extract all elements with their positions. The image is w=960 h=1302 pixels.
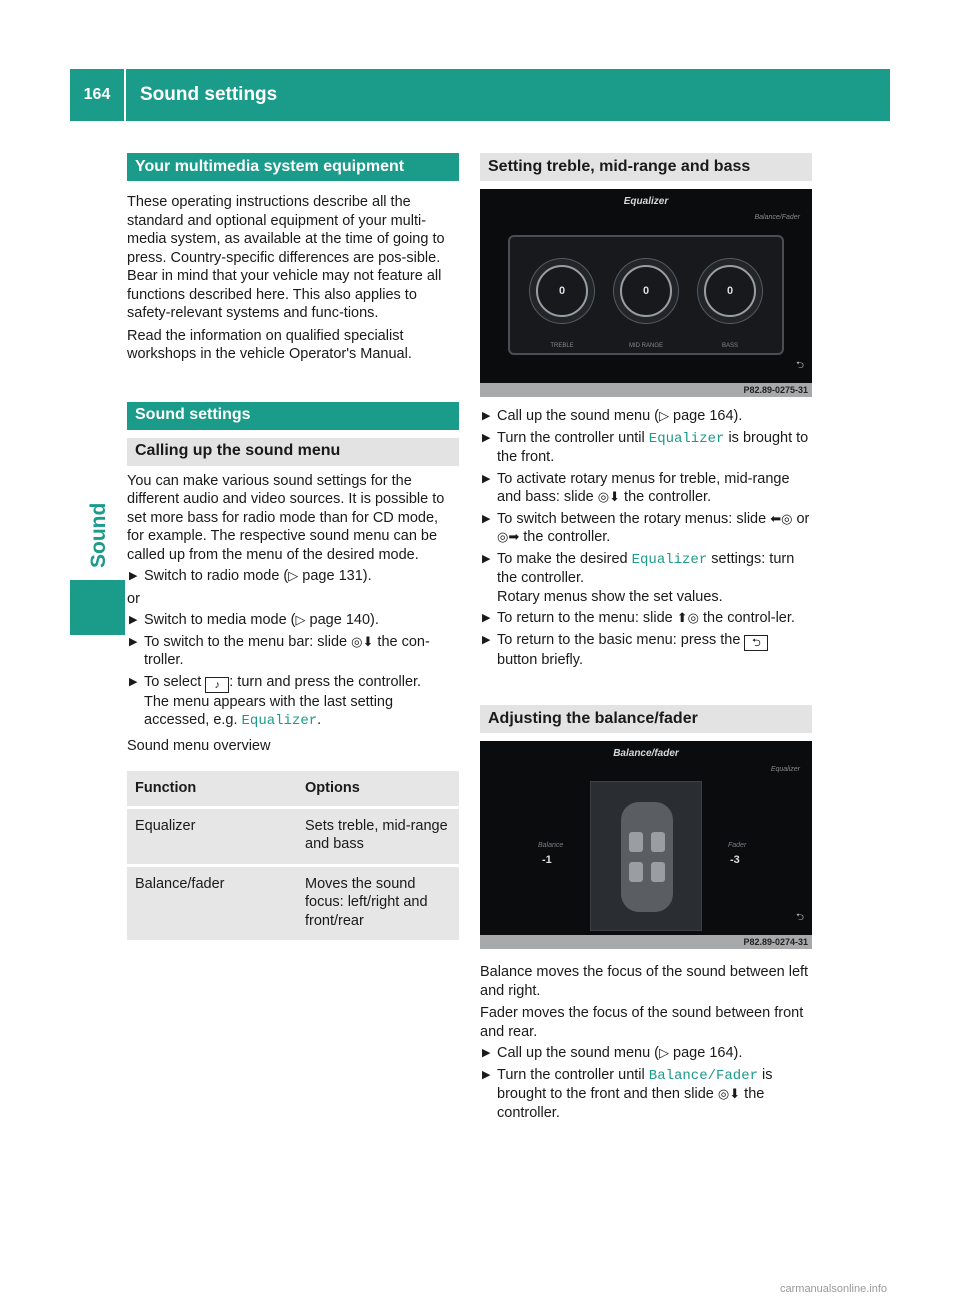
instruction-step: ▶ To make the desired Equalizer settings: turn the controller. Rotary menus show the set values. (482, 550, 795, 605)
back-icon: ⮌ (795, 359, 804, 371)
page-reference-icon: ▷ (295, 612, 306, 627)
instruction-step: ▶ Switch to media mode (▷ page 140). (129, 612, 379, 628)
page-header (70, 69, 890, 121)
subsection-title-treble: Setting treble, mid-range and bass (480, 153, 812, 181)
table-caption: Sound menu overview (127, 737, 271, 754)
arrow-bullet-icon: ▶ (482, 431, 491, 444)
arrow-bullet-icon: ▶ (482, 472, 491, 485)
instruction-step: ▶ Turn the controller until Balance/Fader is brought to the front and then slide ◎⬇ the controller. (482, 1066, 773, 1121)
arrow-bullet-icon: ▶ (482, 633, 491, 646)
fader-label: Fader (728, 842, 747, 849)
dial-label: MID RANGE (628, 343, 663, 349)
display-keyword: Balance/Fader (648, 1067, 759, 1084)
instruction-step: ▶ Call up the sound menu (▷ page 164). (482, 1045, 743, 1061)
table-row (127, 865, 459, 940)
instruction-step: ▶ Switch to radio mode (▷ page 131). (129, 568, 372, 584)
screen-title: Balance/fader (613, 748, 679, 759)
subsection-title-calling-up: Calling up the sound menu (127, 438, 459, 466)
paragraph: These operating instructions describe all the standard and optional equipment of your multi-media system, as available at the time of going to press. Country-specific differences are pos-sible. Bear in mind that your vehicle may not feature all functions described here. This also applies to safety-relevant systems and func-tions. (127, 194, 445, 321)
controller-slide-down-icon: ◎⬇ (351, 633, 374, 649)
subsection-title-balance: Adjusting the balance/fader (480, 705, 812, 733)
left-column (127, 153, 459, 940)
arrow-bullet-icon: ▶ (129, 614, 138, 626)
back-button-icon: ⮌ (744, 635, 768, 651)
instruction-step: ▶ To select ♪ : turn and press the controller. The menu appears with the last setting accessed, e.g. Equalizer. (129, 673, 422, 729)
sound-menu-icon: ♪ (205, 677, 229, 693)
arrow-bullet-icon: ▶ (482, 410, 491, 422)
table-cell: Equalizer (127, 807, 297, 865)
page-link[interactable]: page 164). (673, 408, 743, 424)
table-header: Function (127, 771, 297, 807)
paragraph: You can make various sound settings for the different audio and video sources. It is possible to set more bass for radio mode than for CD mode, for example. The respective sound menu can be called up from the menu of the desired mode. (127, 472, 445, 563)
page-reference-icon: ▷ (659, 1045, 670, 1060)
side-tab-label: Sound (86, 502, 110, 568)
balance-fader-screen-image (480, 741, 812, 949)
back-icon: ⮌ (795, 911, 804, 923)
sound-menu-table (127, 771, 459, 940)
page-reference-icon: ▷ (288, 568, 299, 583)
controller-slide-down-icon: ◎⬇ (597, 489, 621, 504)
page-header-title: Sound settings (140, 83, 278, 105)
table-cell: Moves the sound focus: left/right and front/rear (297, 865, 459, 940)
instruction-step: ▶ To activate rotary menus for treble, mid-range and bass: slide ◎⬇ the controller. (482, 470, 790, 505)
instruction-step: ▶ To switch between the rotary menus: slide ⬅◎ or ◎➡ the controller. (482, 510, 810, 545)
arrow-bullet-icon: ▶ (482, 552, 491, 565)
fader-value: -3 (730, 854, 740, 866)
car-icon (621, 802, 673, 912)
car-diagram (590, 781, 702, 931)
page-link[interactable]: page 164). (673, 1045, 743, 1061)
treble-dial: 0 (536, 265, 588, 317)
display-keyword: Equalizer (631, 551, 708, 568)
balance-value: -1 (542, 854, 552, 866)
balance-label: Balance (538, 842, 564, 849)
controller-slide-right-icon: ◎➡ (497, 529, 520, 544)
paragraph: Balance moves the focus of the sound between left and right. (480, 964, 809, 999)
instruction-step: ▶ To return to the basic menu: press the ⮌ button briefly. (480, 631, 812, 670)
equalizer-panel (508, 235, 784, 355)
arrow-bullet-icon: ▶ (482, 1047, 491, 1059)
section-title-equipment: Your multimedia system equipment (127, 153, 459, 181)
page-number: 164 (70, 69, 126, 121)
paragraph: Fader moves the focus of the sound between front and rear. (480, 1005, 804, 1040)
section-title-sound-settings: Sound settings (127, 402, 459, 430)
equalizer-screen-image (480, 189, 812, 397)
screen-menu-label: Equalizer (770, 766, 800, 773)
arrow-bullet-icon: ▶ (129, 635, 138, 648)
right-column (480, 153, 812, 1122)
screen-title: Equalizer (623, 196, 669, 207)
arrow-bullet-icon: ▶ (129, 675, 138, 688)
screen-menu-label: Balance/Fader (754, 214, 800, 221)
page-link[interactable]: page 140). (309, 612, 379, 628)
controller-slide-down-icon: ◎⬇ (717, 1086, 741, 1101)
arrow-bullet-icon: ▶ (482, 1068, 491, 1081)
arrow-bullet-icon: ▶ (482, 512, 491, 525)
instruction-step: ▶ To switch to the menu bar: slide ◎⬇ the con-troller. (129, 633, 430, 668)
controller-slide-up-icon: ⬆◎ (676, 610, 699, 625)
display-keyword: Equalizer (241, 713, 318, 729)
table-cell: Balance/fader (127, 865, 297, 940)
table-row (127, 807, 459, 865)
page-link[interactable]: page 131). (302, 568, 372, 584)
instruction-step: ▶ Call up the sound menu (▷ page 164). (482, 408, 743, 424)
mid-range-dial: 0 (620, 265, 672, 317)
page-reference-icon: ▷ (659, 408, 670, 423)
controller-slide-left-icon: ⬅◎ (770, 510, 793, 526)
instruction-step: ▶ Turn the controller until Equalizer is brought to the front. (482, 429, 809, 465)
dial-label: BASS (721, 343, 738, 349)
or-text: or (127, 590, 140, 607)
image-code: P82.89-0274-31 (480, 935, 812, 949)
arrow-bullet-icon: ▶ (129, 570, 138, 582)
side-tab-marker (70, 580, 125, 635)
dial-label: TREBLE (550, 343, 574, 349)
instruction-step: ▶ To return to the menu: slide ⬆◎ the control-ler. (482, 610, 795, 626)
table-cell: Sets treble, mid-range and bass (297, 807, 459, 865)
table-header: Options (297, 771, 459, 807)
arrow-bullet-icon: ▶ (482, 612, 491, 624)
bass-dial: 0 (704, 265, 756, 317)
image-code: P82.89-0275-31 (480, 383, 812, 397)
paragraph: Read the information on qualified specialist workshops in the vehicle Operator's Manual. (127, 327, 412, 362)
display-keyword: Equalizer (648, 430, 725, 447)
watermark: carmanualsonline.info (780, 1283, 888, 1295)
